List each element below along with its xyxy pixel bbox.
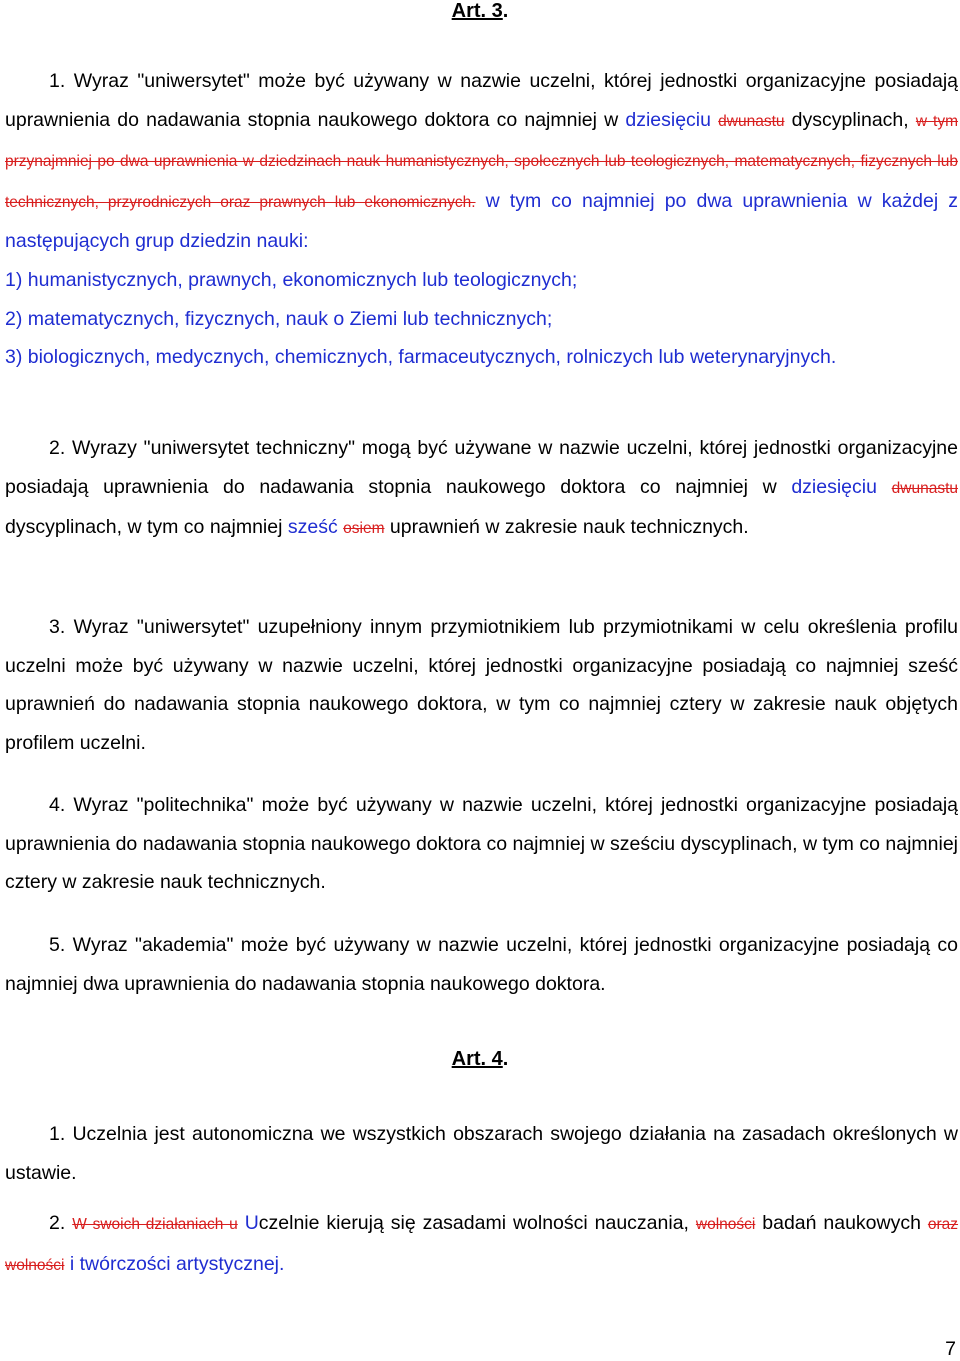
deleted-text: osiem xyxy=(343,520,385,538)
article-4-heading xyxy=(0,1047,960,1071)
paragraph-text: dyscyplinach, xyxy=(791,108,909,131)
deleted-text: dwunastu xyxy=(891,479,958,497)
list-item: 2) matematycznych, fizycznych, nauk o Ziemi lub technicznych; xyxy=(5,307,553,330)
inserted-text: dziesięciu xyxy=(625,108,711,131)
paragraph-text: Wyraz "uniwersytet" może być używany w nazwie uczelni, której jednostki organizacyjne posiadają uprawnienia do nadawania stopnia naukowego doktora co najmniej w xyxy=(5,70,958,131)
paragraph-text: Wyraz "politechnika" może być używany w nazwie uczelni, której jednostki organizacyjne posiadają uprawnienia do nadawania stopnia naukowego doktora co najmniej w sześciu dyscyplinach, w tym co najmniej cztery w zakresie nauk technicznych. xyxy=(5,794,958,894)
article-4-title-dot: . xyxy=(502,1048,509,1070)
art4-paragraph-2 xyxy=(5,1204,958,1285)
deleted-text: oraz wolności xyxy=(5,1216,959,1274)
art3-paragraph-1 xyxy=(5,62,958,377)
paragraph-text: Wyrazy "uniwersytet techniczny" mogą być używane w nazwie uczelni, której jednostki organizacyjne posiadają uprawnienia do nadawania stopnia naukowego doktora co najmniej w xyxy=(5,437,958,498)
deleted-text: wolności xyxy=(695,1216,756,1233)
article-3-heading xyxy=(0,0,960,23)
article-3-title: Art. 3 xyxy=(451,0,503,22)
paragraph-number: 2. xyxy=(49,437,66,459)
paragraph-number: 1. xyxy=(49,70,66,92)
paragraph-number: 3. xyxy=(49,616,66,638)
paragraph-text: Wyraz "akademia" może być używany w nazwie uczelni, której jednostki organizacyjne posiadają co najmniej dwa uprawnienia do nadawania stopnia naukowego doktora. xyxy=(5,934,958,995)
inserted-text: i twórczości artystycznej. xyxy=(69,1252,285,1275)
page-number: 7 xyxy=(945,1338,956,1360)
list-item: 1) humanistycznych, prawnych, ekonomicznych lub teologicznych; xyxy=(5,268,578,291)
art4-paragraph-1 xyxy=(5,1115,958,1192)
deleted-text: W swoich działaniach u xyxy=(72,1216,238,1233)
art3-paragraph-2 xyxy=(5,429,958,549)
deleted-text: w tym przynajmniej po dwa uprawnienia w dziedzinach nauk humanistycznych, społecznych lub teologicznych, matematycznych, fizycznych lub technicznych, przyrodniczych oraz prawnych lub ekonomicznych. xyxy=(5,112,959,211)
paragraph-number: 5. xyxy=(49,934,66,956)
art3-paragraph-5 xyxy=(5,926,958,1003)
inserted-text: w tym co najmniej po dwa uprawnienia w każdej z następujących grup dziedzin nauki: xyxy=(5,189,959,253)
paragraph-text: badań naukowych xyxy=(762,1212,921,1234)
inserted-text: U xyxy=(244,1212,259,1234)
list-item: 3) biologicznych, medycznych, chemicznych, farmaceutycznych, rolniczych lub weterynaryjnych. xyxy=(5,346,837,369)
paragraph-number: 1. xyxy=(49,1123,66,1145)
paragraph-text: uprawnień w zakresie nauk technicznych. xyxy=(389,516,749,539)
inserted-text: sześć xyxy=(287,516,338,539)
art3-paragraph-3 xyxy=(5,608,958,762)
article-4-title: Art. 4 xyxy=(451,1048,503,1070)
paragraph-text: dyscyplinach, w tym co najmniej xyxy=(5,516,283,539)
paragraph-number: 2. xyxy=(49,1212,66,1234)
inserted-text: dziesięciu xyxy=(791,475,877,498)
art3-paragraph-4 xyxy=(5,786,958,902)
paragraph-text: Uczelnia jest autonomiczna we wszystkich obszarach swojego działania na zasadach określonych w ustawie. xyxy=(5,1123,958,1184)
paragraph-number: 4. xyxy=(49,794,66,816)
deleted-text: dwunastu xyxy=(718,112,785,130)
paragraph-text: Wyraz "uniwersytet" uzupełniony innym przymiotnikiem lub przymiotnikami w celu określenia profilu uczelni może być używany w nazwie uczelni, której jednostki organizacyjne posiadają co najmniej sześć uprawnień do nadawania stopnia naukowego doktora, w tym co najmniej cztery w zakresie nauk objętych profilem uczelni. xyxy=(5,616,959,754)
article-3-title-dot: . xyxy=(502,0,509,22)
paragraph-text: czelnie kierują się zasadami wolności nauczania, xyxy=(258,1212,689,1234)
